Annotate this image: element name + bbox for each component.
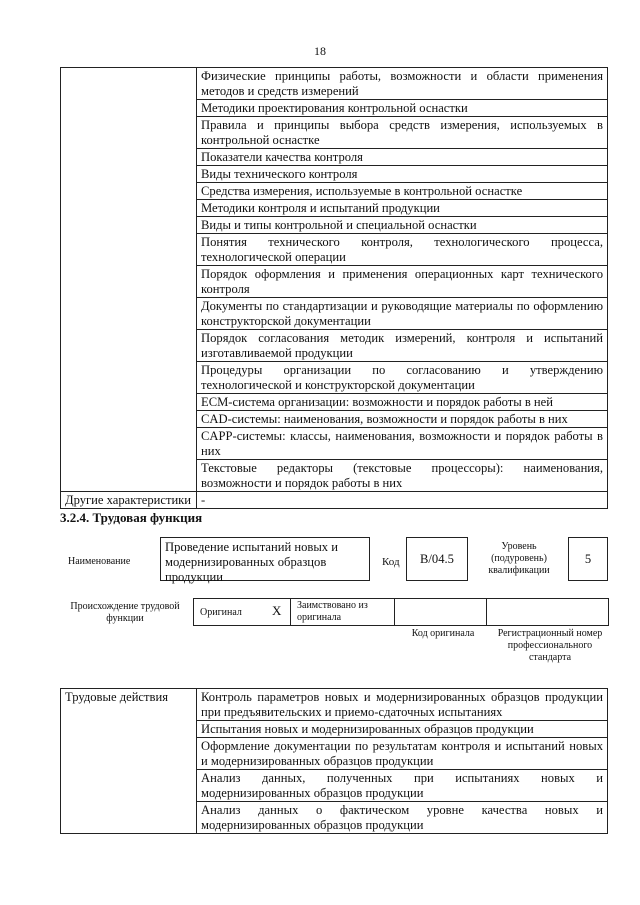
- knowledge-item: Методики контроля и испытаний продукции: [197, 200, 608, 217]
- table-row: [61, 68, 608, 100]
- page-number: 18: [314, 44, 326, 58]
- knowledge-item: Физические принципы работы, возможности и области применения методов и средств измерений: [197, 68, 608, 100]
- origin-row: [193, 598, 609, 626]
- code-value: B/04.5: [406, 537, 468, 581]
- divider: [486, 599, 487, 625]
- empty-label-cell: [61, 68, 197, 492]
- code-label: Код: [382, 556, 400, 568]
- labor-action-item: Контроль параметров новых и модернизированных образцов продукции при предъявительских и приемо-сдаточных испытаниях: [197, 689, 608, 721]
- labor-actions-label: Трудовые действия: [61, 689, 197, 834]
- knowledge-item: Процедуры организации по согласованию и утверждению технологической и конструкторской документации: [197, 362, 608, 394]
- knowledge-item: CAD-системы: наименования, возможности и порядок работы в них: [197, 411, 608, 428]
- other-characteristics-label: Другие характеристики: [61, 492, 197, 509]
- knowledge-item: Показатели качества контроля: [197, 149, 608, 166]
- qualification-level-label: Уровень (подуровень) квалификации: [488, 541, 550, 576]
- origin-label: Происхождение трудовой функции: [70, 601, 180, 624]
- section-heading: 3.2.4. Трудовая функция: [60, 510, 203, 525]
- function-name-value: Проведение испытаний новых и модернизированных образцов продукции: [160, 537, 370, 581]
- knowledge-item: Методики проектирования контрольной оснастки: [197, 100, 608, 117]
- code-original-label: Код оригинала: [411, 628, 475, 639]
- registration-number-label: Регистрационный номер профессионального стандарта: [497, 628, 603, 663]
- knowledge-item: Виды и типы контрольной и специальной оснастки: [197, 217, 608, 234]
- divider: [290, 599, 291, 625]
- labor-action-item: Анализ данных, полученных при испытаниях новых и модернизированных образцов продукции: [197, 770, 608, 802]
- knowledge-item: Виды технического контроля: [197, 166, 608, 183]
- knowledge-item: Понятия технического контроля, технологического процесса, технологической операции: [197, 234, 608, 266]
- other-characteristics-value: -: [197, 492, 608, 509]
- divider: [394, 599, 395, 625]
- original-mark: X: [272, 603, 282, 618]
- labor-actions-table: [60, 688, 608, 834]
- knowledge-item: Порядок согласования методик измерений, контроля и испытаний изготавливаемой продукции: [197, 330, 608, 362]
- labor-action-item: Оформление документации по результатам контроля и испытаний новых и модернизированных образцов продукции: [197, 738, 608, 770]
- knowledge-item: Документы по стандартизации и руководящие материалы по оформлению конструкторской документации: [197, 298, 608, 330]
- labor-action-item: Испытания новых и модернизированных образцов продукции: [197, 721, 608, 738]
- knowledge-item: Правила и принципы выбора средств измерения, используемых в контрольной оснастке: [197, 117, 608, 149]
- knowledge-table: [60, 67, 608, 509]
- knowledge-item: CAPP-системы: классы, наименования, возможности и порядок работы в них: [197, 428, 608, 460]
- qualification-level-value: 5: [568, 537, 608, 581]
- borrowed-label: Заимствовано из оригинала: [297, 600, 368, 623]
- table-row: [61, 492, 608, 509]
- labor-action-item: Анализ данных о фактическом уровне качества новых и модернизированных образцов продукции: [197, 802, 608, 834]
- table-row: [61, 689, 608, 721]
- original-label: Оригинал: [200, 607, 242, 618]
- name-label: Наименование: [68, 556, 131, 567]
- knowledge-item: Текстовые редакторы (текстовые процессоры): наименования, возможности и порядок работы в них: [197, 460, 608, 492]
- knowledge-item: Средства измерения, используемые в контрольной оснастке: [197, 183, 608, 200]
- knowledge-item: ECM-система организации: возможности и порядок работы в ней: [197, 394, 608, 411]
- knowledge-item: Порядок оформления и применения операционных карт технического контроля: [197, 266, 608, 298]
